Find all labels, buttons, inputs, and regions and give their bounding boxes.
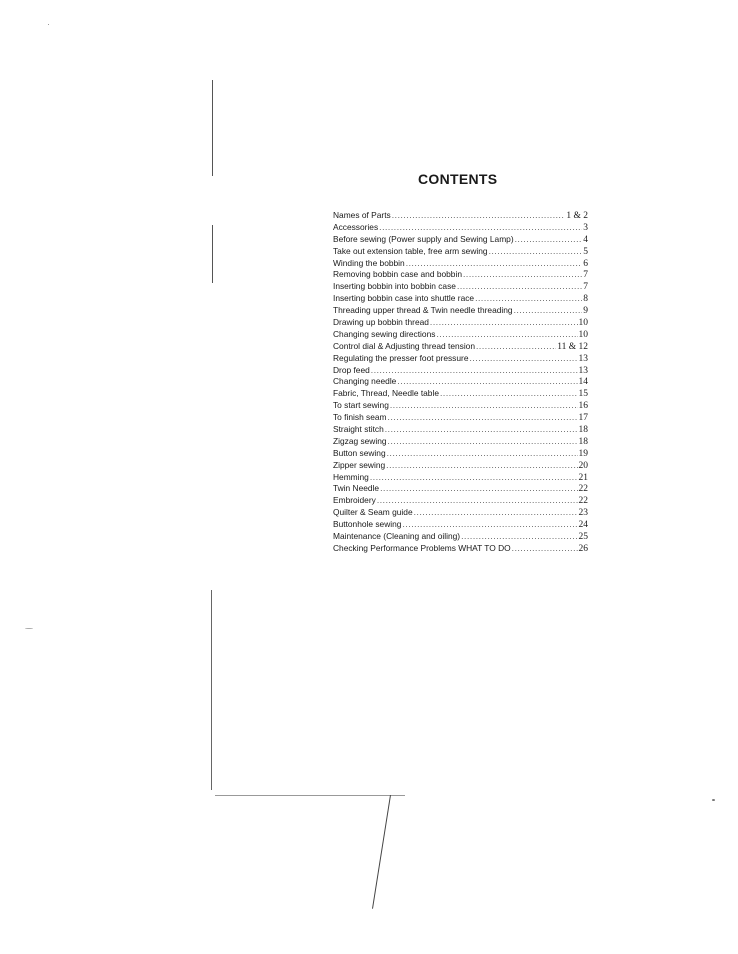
toc-leader-dots <box>371 365 578 377</box>
toc-entry <box>333 317 588 329</box>
toc-entry-page: 3 <box>583 222 588 233</box>
toc-entry-title: Hemming <box>333 471 369 482</box>
toc-leader-dots <box>436 329 577 341</box>
scan-diagonal-line <box>372 795 391 909</box>
toc-entry <box>333 400 588 412</box>
toc-entry-title: Control dial & Adjusting thread tension <box>333 340 475 351</box>
toc-entry-page: 24 <box>578 520 588 531</box>
toc-entry <box>333 234 588 246</box>
toc-entry-page: 22 <box>578 496 588 507</box>
toc-entry-page: 18 <box>578 425 588 436</box>
toc-entry-page: 25 <box>578 532 588 543</box>
toc-entry-page: 22 <box>578 484 588 495</box>
toc-entry <box>333 376 588 388</box>
toc-entry-page: 7 <box>583 270 588 281</box>
toc-entry-page: 23 <box>578 508 588 519</box>
toc-leader-dots <box>390 400 578 412</box>
toc-leader-dots <box>388 436 578 448</box>
scan-speck <box>712 799 715 801</box>
toc-leader-dots <box>387 448 578 460</box>
toc-entry <box>333 483 588 495</box>
toc-entry <box>333 293 588 305</box>
toc-entry <box>333 472 588 484</box>
toc-entry <box>333 258 588 270</box>
toc-entry <box>333 436 588 448</box>
toc-entry-page: 19 <box>578 448 588 459</box>
toc-entry <box>333 269 588 281</box>
toc-entry-title: Quilter & Seam guide <box>333 507 413 518</box>
toc-entry-title: To finish seam <box>333 412 387 423</box>
toc-leader-dots <box>385 424 578 436</box>
toc-entry <box>333 448 588 460</box>
toc-entry-page: 18 <box>578 436 588 447</box>
toc-leader-dots <box>388 412 578 424</box>
toc-entry-page: 7 <box>583 282 588 293</box>
toc-leader-dots <box>475 293 582 305</box>
toc-entry-title: Twin Needle <box>333 483 380 494</box>
toc-entry-page: 1 & 2 <box>566 211 588 221</box>
toc-entry <box>333 329 588 341</box>
toc-entry-title: Fabric, Thread, Needle table <box>333 388 439 399</box>
toc-entry-page: 10 <box>578 318 588 329</box>
toc-leader-dots <box>397 376 577 388</box>
toc-entry-title: Winding the bobbin <box>333 257 405 268</box>
toc-entry <box>333 222 588 234</box>
toc-leader-dots <box>457 281 582 293</box>
toc-entry-page: 26 <box>578 543 588 554</box>
toc-entry-page: 15 <box>578 389 588 400</box>
toc-entry-title: Drawing up bobbin thread <box>333 317 429 328</box>
toc-entry <box>333 519 588 531</box>
toc-leader-dots <box>515 234 583 246</box>
page-title: CONTENTS <box>418 171 498 187</box>
toc-entry-page: 21 <box>578 472 588 483</box>
toc-entry-title: Accessories <box>333 221 379 232</box>
toc-entry-title: Embroidery <box>333 495 376 506</box>
toc-leader-dots <box>379 222 582 234</box>
toc-entry-page: 10 <box>578 329 588 340</box>
toc-entry-title: Straight stitch <box>333 424 384 435</box>
toc-entry-title: Drop feed <box>333 364 370 375</box>
toc-entry-title: Zigzag sewing <box>333 435 387 446</box>
scan-bottom-line <box>215 795 405 796</box>
toc-entry <box>333 353 588 365</box>
toc-entry-page: 16 <box>578 401 588 412</box>
toc-entry-page: 13 <box>578 353 588 364</box>
toc-leader-dots <box>370 472 578 484</box>
toc-entry-title: Zipper sewing <box>333 459 386 470</box>
toc-entry-title: Threading upper thread & Twin needle threading <box>333 305 513 316</box>
toc-entry <box>333 507 588 519</box>
toc-entry-title: Button sewing <box>333 447 386 458</box>
toc-entry-title: To start sewing <box>333 400 389 411</box>
toc-entry-page: 4 <box>583 234 588 245</box>
toc-entry <box>333 388 588 400</box>
toc-entry-page: 8 <box>583 294 588 305</box>
toc-leader-dots <box>489 246 583 258</box>
toc-entry-title: Take out extension table, free arm sewing <box>333 245 488 256</box>
scan-edge-line-top <box>212 80 213 176</box>
scan-speck <box>25 628 33 629</box>
toc-leader-dots <box>380 483 577 495</box>
toc-entry <box>333 424 588 436</box>
toc-entry <box>333 341 588 353</box>
toc-entry <box>333 246 588 258</box>
toc-entry-page: 17 <box>578 413 588 424</box>
toc-entry-page: 9 <box>583 306 588 317</box>
toc-entry-title: Inserting bobbin into bobbin case <box>333 281 456 292</box>
toc-entry-title: Buttonhole sewing <box>333 519 402 530</box>
toc-leader-dots <box>476 341 556 353</box>
toc-leader-dots <box>512 543 578 555</box>
toc-entry <box>333 210 588 222</box>
toc-entry-page: 20 <box>578 460 588 471</box>
toc-entry-title: Inserting bobbin case into shuttle race <box>333 293 475 304</box>
toc-entry <box>333 365 588 377</box>
toc-entry-page: 11 & 12 <box>557 341 588 352</box>
toc-entry-page: 14 <box>578 377 588 388</box>
table-of-contents <box>333 210 588 555</box>
toc-leader-dots <box>414 507 578 519</box>
toc-entry-page: 6 <box>583 258 588 269</box>
toc-entry-title: Maintenance (Cleaning and oiling) <box>333 531 461 542</box>
toc-leader-dots <box>461 531 577 543</box>
toc-entry <box>333 531 588 543</box>
toc-entry <box>333 460 588 472</box>
toc-leader-dots <box>430 317 578 329</box>
toc-entry-title: Removing bobbin case and bobbin <box>333 269 462 280</box>
toc-entry-title: Checking Performance Problems WHAT TO DO <box>333 542 511 553</box>
toc-leader-dots <box>377 495 578 507</box>
toc-leader-dots <box>463 269 582 281</box>
toc-leader-dots <box>386 460 577 472</box>
scan-edge-line-lower <box>211 590 212 790</box>
toc-entry <box>333 305 588 317</box>
toc-entry-title: Changing needle <box>333 376 397 387</box>
toc-entry <box>333 543 588 555</box>
toc-entry <box>333 412 588 424</box>
toc-leader-dots <box>514 305 583 317</box>
toc-entry-title: Regulating the presser foot pressure <box>333 352 469 363</box>
toc-entry-page: 5 <box>583 246 588 257</box>
toc-entry <box>333 495 588 507</box>
toc-entry-title: Before sewing (Power supply and Sewing Lamp) <box>333 233 514 244</box>
toc-entry-title: Changing sewing directions <box>333 328 436 339</box>
toc-leader-dots <box>406 258 583 270</box>
toc-leader-dots <box>402 519 577 531</box>
toc-entry-page: 13 <box>578 365 588 376</box>
toc-leader-dots <box>392 210 566 222</box>
scan-speck <box>48 24 49 25</box>
toc-leader-dots <box>469 353 577 365</box>
toc-entry <box>333 281 588 293</box>
toc-leader-dots <box>440 388 578 400</box>
scan-edge-line-middle <box>212 225 213 283</box>
toc-entry-title: Names of Parts <box>333 210 391 220</box>
